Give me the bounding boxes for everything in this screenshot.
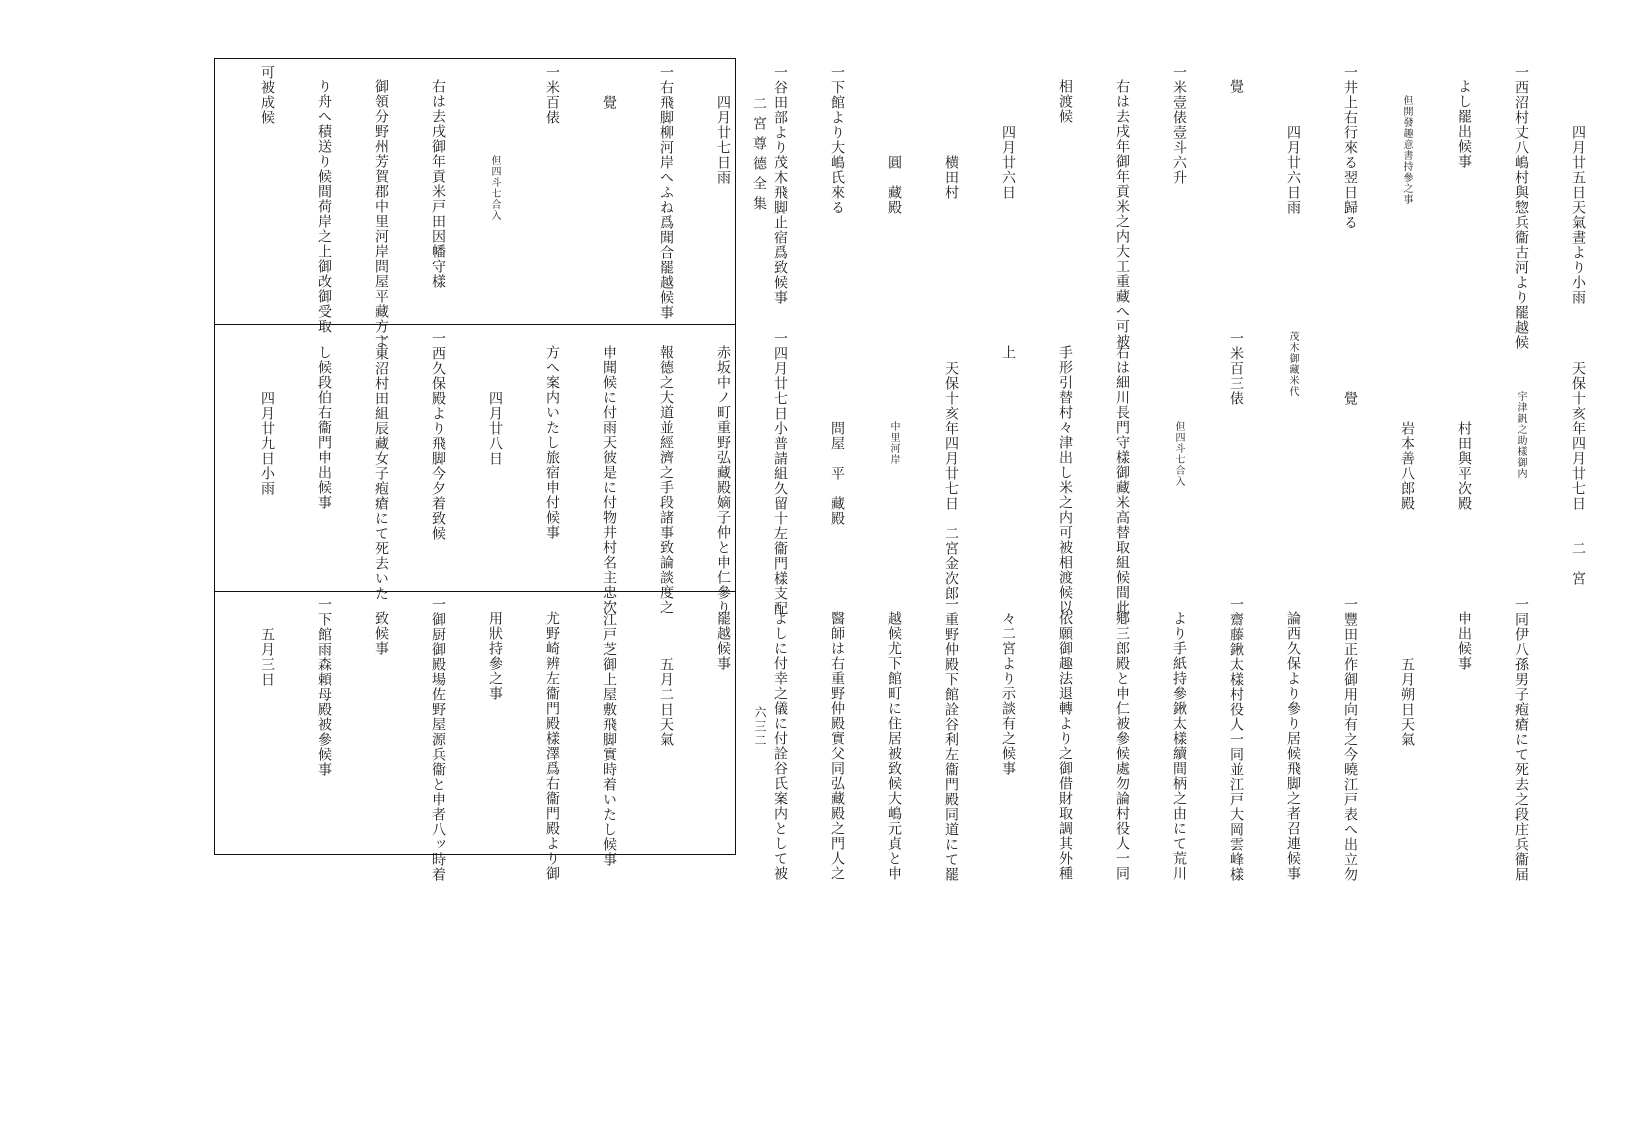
text-line: 御領分野州芳賀郡中里河岸問屋平藏方よ [373,79,389,349]
text-line: 覺 [1342,391,1358,406]
text-line: 但四斗七合入 [1173,421,1184,487]
text-line: 岩本善八郎殿 [1399,421,1415,511]
text-line: 右は去戌年御年貢米之内大工重藏へ可被 [1114,79,1130,349]
text-line: 報德之大道並經濟之手段諸事致論談度之 [658,345,674,615]
text-line: 一谷田部より茂木飛脚止宿爲致候事 [772,65,788,305]
text-line: 一同伊八孫男子疱瘡にて死去之段庄兵衞届 [1513,597,1529,882]
text-line: 一米壹俵壹斗六升 [1171,65,1187,185]
text-line: 一下館雨森頼母殿被參候事 [316,597,332,777]
text-line: 一井上右行來る翌日歸る [1342,65,1358,230]
text-line: 相渡候 [1057,79,1073,124]
page-number: 六三二 [753,706,767,748]
text-line: 一西沼村丈八嶋村與惣兵衞古河より罷越候 [1513,65,1529,350]
text-line: 宇津釩之助樣御内 [1515,391,1526,479]
text-line: 赤坂中ノ町重野弘藏殿嫡子仲と申仁參り [715,345,731,615]
text-line: 致候事 [373,611,389,656]
text-line: 罷越候事 [715,611,731,671]
text-line: より手紙持參鍬太樣續間柄之由にて荒川 [1171,611,1187,881]
text-line: 五月朔日天氣 [1399,657,1415,747]
text-line: 鄕三郎殿と申仁被參候處勿論村役人一同 [1114,611,1130,881]
text-line: 尤野崎辨左衞門殿樣澤爲右衞門殿より御 [544,611,560,881]
text-line: り舟へ積送り候間荷岸之上御改御受取 [316,79,332,334]
text-line: 々二宮より示談有之候事 [1000,611,1016,776]
text-line: 一米百三俵 [1228,331,1244,406]
text-line: 一齋藤鍬太樣村役人一同並江戸大岡雲峰樣 [1228,597,1244,882]
text-line: し候段伯右衞門申出候事 [316,345,332,510]
upper-tier-text [219,65,1625,350]
text-line: 四月廿五日天氣晝より小雨 [1570,125,1586,305]
text-line: 四月廿六日 [1000,125,1016,200]
text-line: 申聞候に付雨天彼是に付物井村名主忠次 [601,345,617,615]
text-line: 問屋 平 藏殿 [829,421,845,526]
text-line: 一右飛脚柳河岸へふね爲聞合罷越候事 [658,65,674,320]
text-line: 一御厨御殿場佐野屋源兵衞と申者八ッ時着 [430,597,446,882]
text-line: 一下館より大嶋氏來る [829,65,845,215]
text-line: 但開發趣意書持參之事 [1401,95,1412,205]
text-line: 右は細川長門守樣御藏米高替取組候間此 [1114,345,1130,615]
text-line: 四月廿六日雨 [1285,125,1301,215]
text-line: 右は去戌御年貢米戸田因幡守樣 [430,79,446,289]
text-line: 一重野仲殿下館詮谷利左衞門殿同道にて罷 [943,597,959,882]
text-line: 天保十亥年四月廿七日 二宮金次郎 [943,361,959,601]
text-line: 一東沼村田組辰藏女子疱瘡にて死去いた [373,331,389,601]
text-line: 一米百俵 [544,65,560,125]
text-line: 四月廿九日小雨 [259,391,275,496]
text-line: 可被成候 [259,65,275,125]
text-line: 村田與平次殿 [1456,421,1472,511]
text-line: 依願御趣法退轉より之御借財取調其外種 [1057,611,1073,881]
text-line: 四月廿八日 [487,391,503,466]
text-line: 用狀持參之事 [487,611,503,701]
text-line: 申出候事 [1456,611,1472,671]
text-line: 醫師は右重野仲殿實父同弘藏殿之門人之 [829,611,845,881]
text-line: よし罷出候事 [1456,79,1472,169]
text-line: 四月廿七日雨 [715,95,731,185]
text-line: 圓 藏殿 [886,155,902,215]
text-line: 一江戸芝御上屋敷飛脚實時着いたし候事 [601,597,617,867]
text-line: よしに付幸之儀に付詮谷氏案内として被 [772,611,788,881]
text-line: 五月二日天氣 [658,657,674,747]
text-line: 茂木御藏米代 [1287,331,1298,397]
middle-tier-text [219,331,1625,616]
text-line: 一四月廿七日小普請組久留十左衞門樣支配 [772,331,788,616]
text-line: 方へ案内いたし旅宿申付候事 [544,345,560,540]
text-line: 手形引替村々津出し米之内可被相渡候以 [1057,345,1073,615]
text-line: 上 [1000,345,1016,360]
lower-tier-text [219,597,1568,882]
text-line: 論西久保より參り居候飛脚之者召連候事 [1285,611,1301,881]
text-line: 覺 [1228,79,1244,94]
text-line: 但四斗七合入 [489,155,500,221]
text-line: 中里河岸 [888,421,899,465]
tier-divider [215,324,735,325]
middle-tier [219,331,1586,616]
book-title: 二宮尊德全集 [751,96,767,216]
text-line: 天保十亥年四月廿七日 二 宮 [1570,361,1586,586]
text-line: 五月三日 [259,627,275,687]
text-line: 一豐田正作御用向有之今曉江戸表へ出立勿 [1342,597,1358,882]
text-line: 覺 [601,95,617,110]
text-line: 越候尤下館町に住居被致候大嶋元貞と申 [886,611,902,881]
text-line: 横田村 [943,155,959,200]
text-line: 一西久保殿より飛脚今夕着致候 [430,331,446,541]
